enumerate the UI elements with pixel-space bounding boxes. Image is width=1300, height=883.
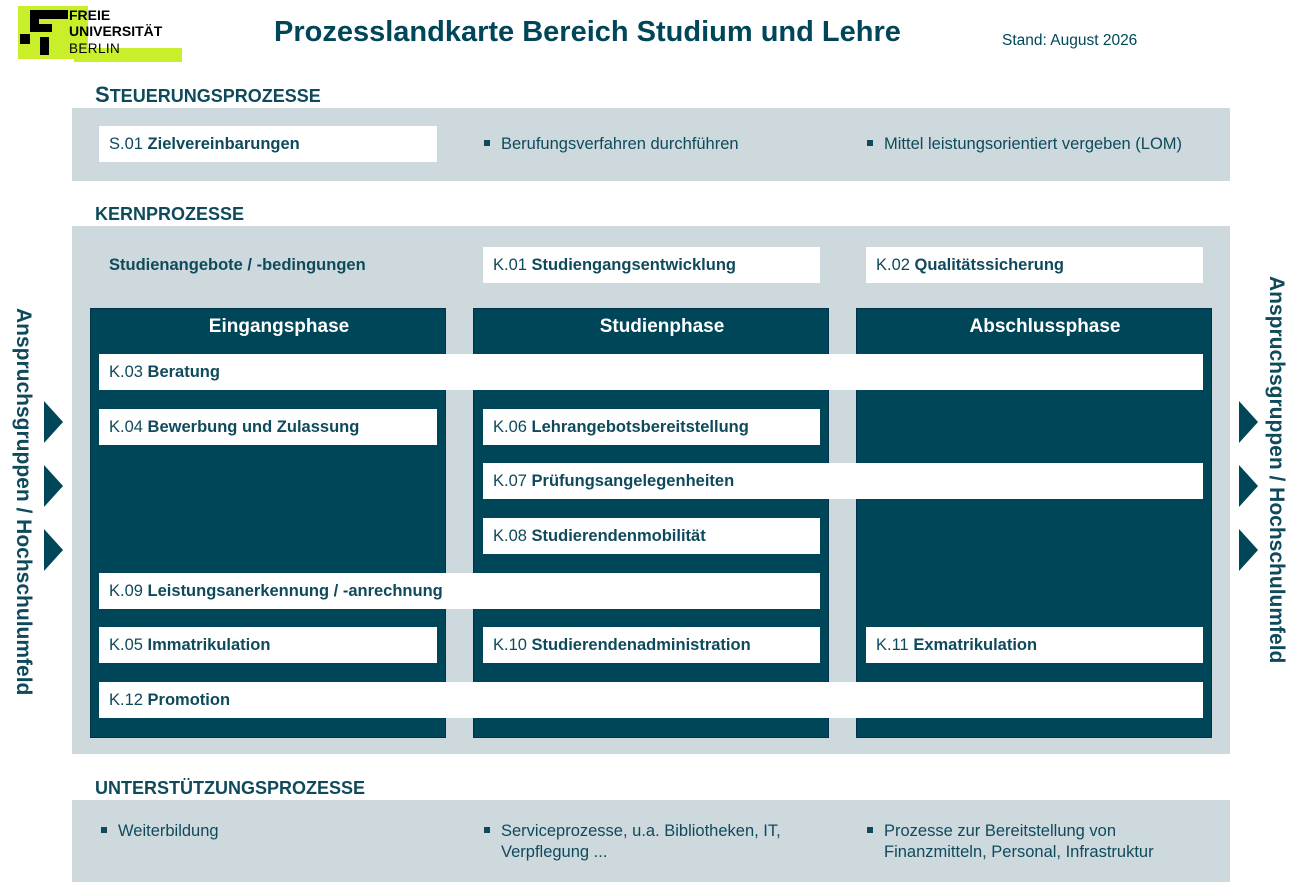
page-title: Prozesslandkarte Bereich Studium und Lehre [274, 16, 901, 48]
phase-studien-title: Studienphase [599, 316, 725, 337]
steuerung-bullet-lom: Mittel leistungsorientiert vergeben (LOM) [867, 134, 1182, 155]
process-k03[interactable]: K.03 Beratung [99, 354, 1203, 390]
phase-eingang-title: Eingangsphase [208, 316, 350, 337]
side-label-right: Anspruchsgruppen / Hochschulumfeld [1265, 276, 1288, 664]
process-k08[interactable]: K.08 Studierendenmobilität [483, 518, 820, 554]
arrow-right-icon [44, 465, 63, 507]
fu-berlin-logo: FREIE UNIVERSITÄT BERLIN [16, 4, 182, 64]
unterstuetzung-bullet-weiterbildung: Weiterbildung [101, 821, 219, 842]
steuerung-heading: STEUERUNGSPROZESSE [95, 82, 321, 107]
arrow-right-icon [1239, 529, 1258, 571]
process-k07[interactable]: K.07 Prüfungsangelegenheiten [483, 463, 1203, 499]
arrow-right-icon [44, 529, 63, 571]
side-label-left: Anspruchsgruppen / Hochschulumfeld [12, 308, 35, 696]
process-k10[interactable]: K.10 Studierendenadministration [483, 627, 820, 663]
process-k12[interactable]: K.12 Promotion [99, 682, 1203, 718]
process-k06[interactable]: K.06 Lehrangebotsbereitstellung [483, 409, 820, 445]
arrow-right-icon [1239, 465, 1258, 507]
process-k02[interactable]: K.02 Qualitätssicherung [866, 247, 1203, 283]
studienangebote-label: Studienangebote / -bedingungen [109, 256, 366, 274]
process-s01[interactable]: S.01 Zielvereinbarungen [99, 126, 437, 162]
process-k04[interactable]: K.04 Bewerbung und Zulassung [99, 409, 437, 445]
arrow-right-icon [1239, 401, 1258, 443]
process-k11[interactable]: K.11 Exmatrikulation [866, 627, 1203, 663]
process-k09[interactable]: K.09 Leistungsanerkennung / -anrechnung [99, 573, 820, 609]
unterstuetzung-heading: UNTERSTÜTZUNGSPROZESSE [95, 778, 366, 798]
unterstuetzung-bullet-service: Serviceprozesse, u.a. Bibliotheken, IT, Verpflegung ... [484, 821, 781, 863]
arrow-right-icon [44, 401, 63, 443]
stand-date: Stand: August 2026 [1002, 32, 1138, 49]
process-k01[interactable]: K.01 Studiengangsentwicklung [483, 247, 820, 283]
unterstuetzung-bullet-ressourcen: Prozesse zur Bereitstellung von Finanzmitteln, Personal, Infrastruktur [867, 821, 1154, 863]
phase-abschluss-title: Abschlussphase [969, 316, 1121, 337]
kern-heading: KERNPROZESSE [95, 204, 245, 224]
steuerung-bullet-berufung: Berufungsverfahren durchführen [484, 134, 739, 155]
process-k05[interactable]: K.05 Immatrikulation [99, 627, 437, 663]
